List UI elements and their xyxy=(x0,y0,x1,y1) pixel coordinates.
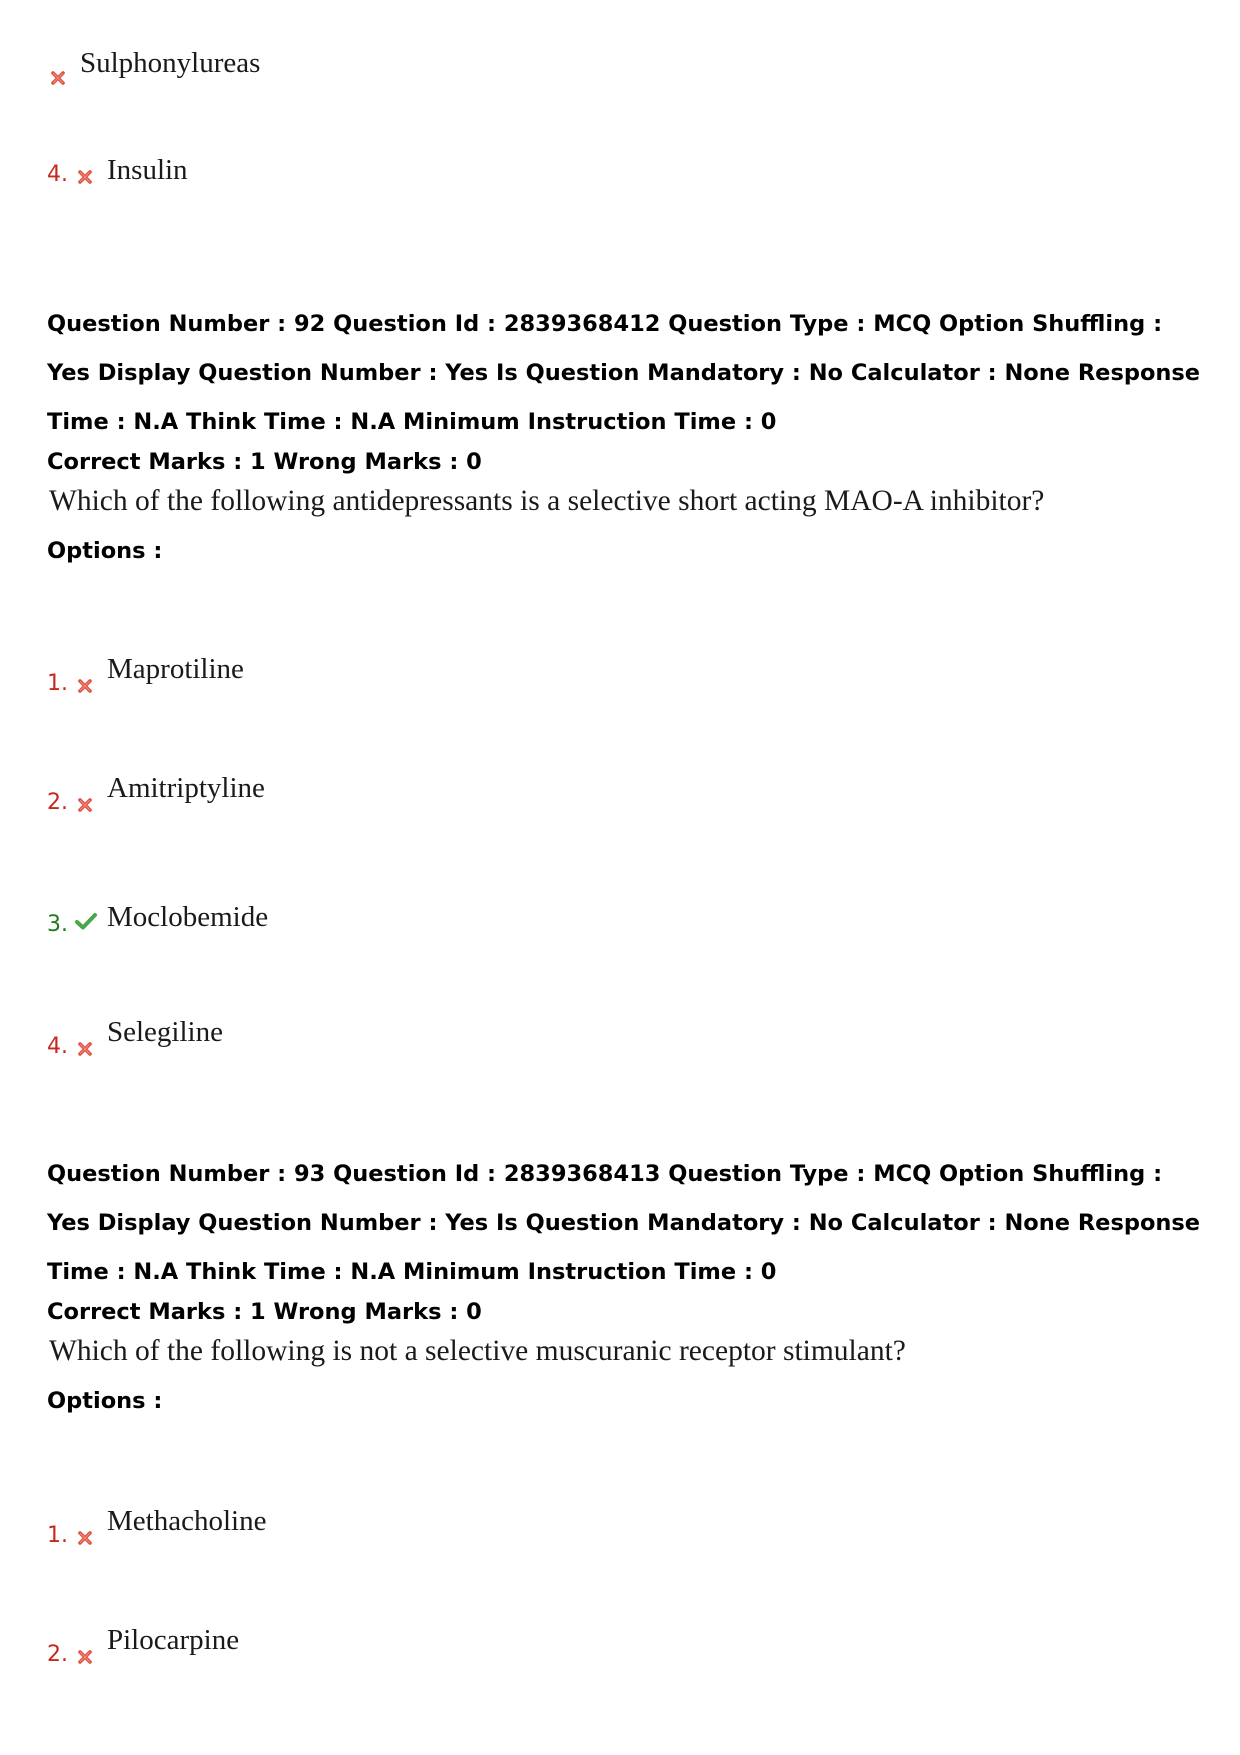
question-marks: Correct Marks : 1 Wrong Marks : 0 xyxy=(47,1299,482,1325)
cross-icon xyxy=(77,169,93,185)
option-number: 1. xyxy=(47,1523,68,1548)
question-text: Which of the following is not a selective muscuranic receptor stimulant? xyxy=(49,1335,906,1367)
option-row xyxy=(47,772,947,835)
option-number: 2. xyxy=(47,1642,68,1667)
option-text: Methacholine xyxy=(107,1505,267,1537)
option-row xyxy=(47,44,947,94)
option-number: 4. xyxy=(47,162,68,187)
option-number: 4. xyxy=(47,1034,68,1059)
cross-icon xyxy=(50,70,66,86)
cross-icon xyxy=(77,1041,93,1057)
option-text: Moclobemide xyxy=(107,901,269,933)
option-row xyxy=(47,653,947,716)
option-number: 1. xyxy=(47,671,68,696)
options-label: Options : xyxy=(47,538,163,564)
cross-icon xyxy=(77,1649,93,1665)
option-row xyxy=(47,901,947,957)
question-meta: Question Number : 92 Question Id : 2839368412 Question Type : MCQ Option Shuffling : Yes Display Question Number : Yes Is Question Mandatory : No Calculator : None Response Time : N.A Think Time : N.A Minimum Instruction Time : 0 xyxy=(47,311,1201,435)
question-meta: Question Number : 93 Question Id : 2839368413 Question Type : MCQ Option Shuffling : Yes Display Question Number : Yes Is Question Mandatory : No Calculator : None Response Time : N.A Think Time : N.A Minimum Instruction Time : 0 xyxy=(47,1161,1201,1285)
option-row xyxy=(47,1016,947,1079)
options-label: Options : xyxy=(47,1388,163,1414)
question-text: Which of the following antidepressants is a selective short acting MAO-A inhibitor? xyxy=(49,485,1045,517)
option-text: Insulin xyxy=(107,154,188,186)
option-row xyxy=(47,1624,947,1687)
cross-icon xyxy=(77,797,93,813)
check-icon xyxy=(75,912,97,930)
option-number: 2. xyxy=(47,790,68,815)
cross-icon xyxy=(77,1530,93,1546)
option-row xyxy=(47,154,947,207)
option-text: Maprotiline xyxy=(107,653,244,685)
option-text: Sulphonylureas xyxy=(80,47,261,79)
option-text: Selegiline xyxy=(107,1016,223,1048)
question-marks: Correct Marks : 1 Wrong Marks : 0 xyxy=(47,449,482,475)
option-number: 3. xyxy=(47,912,68,937)
option-text: Pilocarpine xyxy=(107,1624,240,1656)
option-row xyxy=(47,1505,947,1568)
cross-icon xyxy=(77,678,93,694)
option-text: Amitriptyline xyxy=(107,772,265,804)
